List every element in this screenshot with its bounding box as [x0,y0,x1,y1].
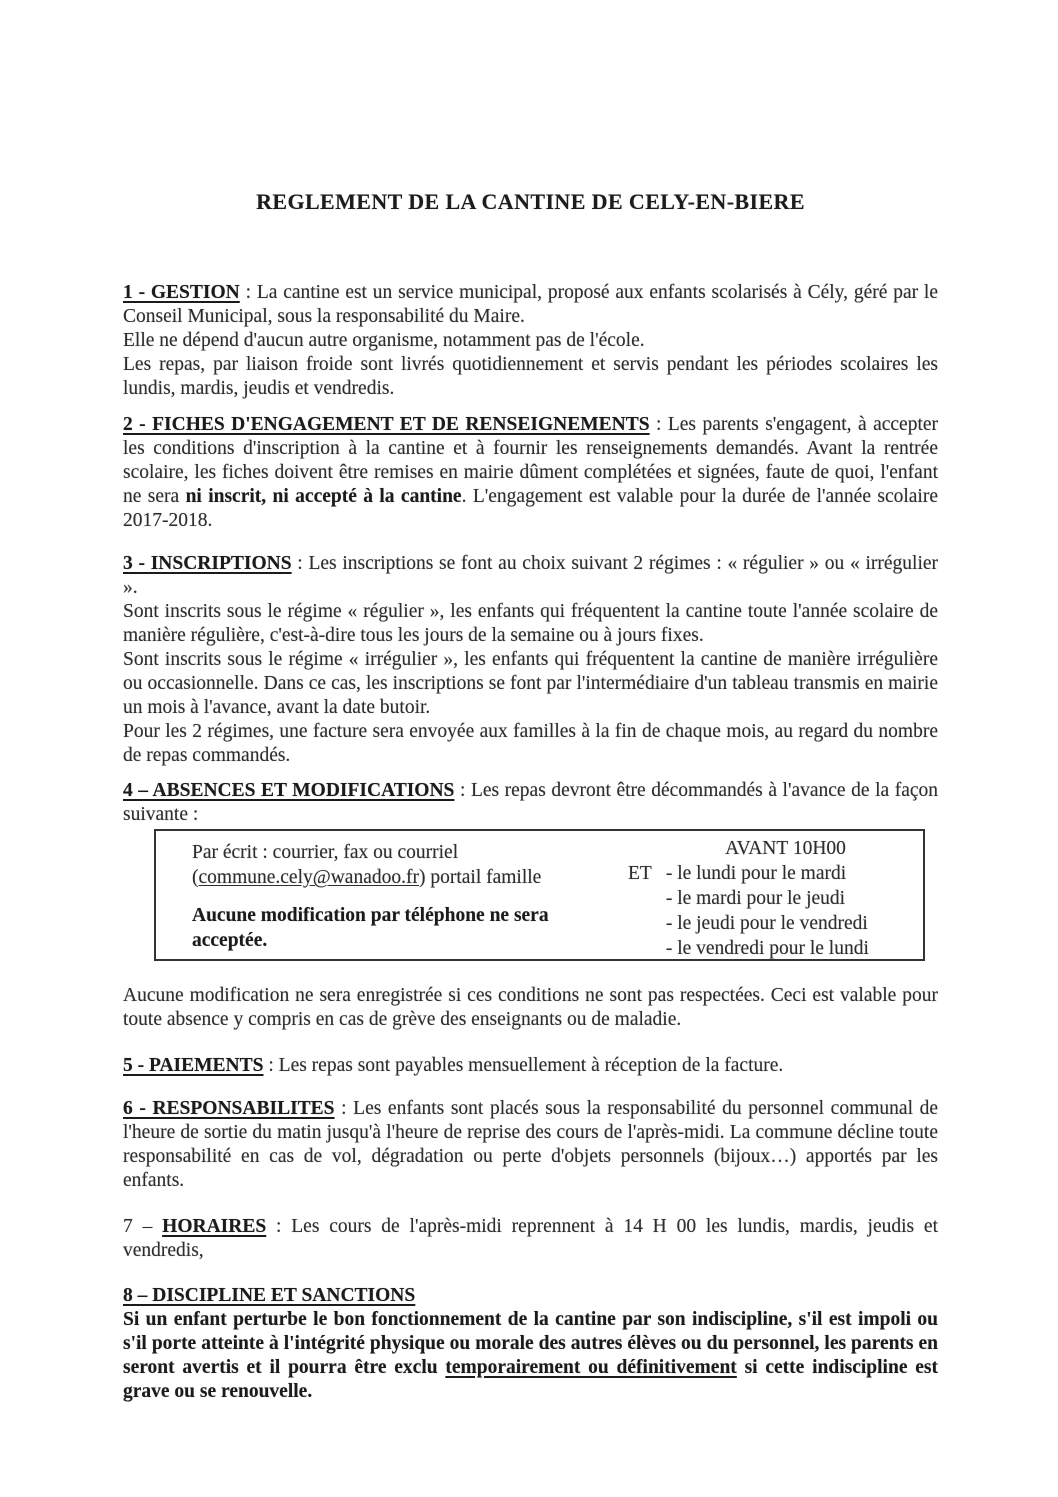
section-horaires-number: 7 – [123,1216,163,1237]
conjunction-et: ET [628,863,652,884]
section-inscriptions-heading: 3 - INSCRIPTIONS [123,553,292,574]
section-inscriptions [123,552,938,768]
no-phone-notice: Aucune modification par téléphone ne sera acceptée. [192,905,549,951]
section-inscriptions-paragraph-2: Sont inscrits sous le régime « régulier », les enfants qui fréquentent la cantine toute l'année scolaire de manière régulière, c'est-à-dire tous les jours de la semaine ou à jours fixes. [123,601,938,646]
section-fiches-engagement [123,413,938,533]
avant-10h00-title: AVANT 10H00 [725,838,846,859]
day-rules-row [628,861,913,961]
section-discipline-heading: 8 – DISCIPLINE ET SANCTIONS [123,1285,416,1306]
section-discipline-heading-line [123,1284,938,1308]
underlined-temporairement: temporairement ou définitivement [445,1357,737,1378]
section-paiements-heading: 5 - PAIEMENTS [123,1055,264,1076]
section-fiches-heading: 2 - FICHES D'ENGAGEMENT ET DE RENSEIGNEMENTS [123,414,650,435]
section-discipline-paragraph: Si un enfant perturbe le bon fonctionnement de la cantine par son indiscipline, s'il est impoli ou s'il porte atteinte à l'intégrité physique ou morale des autres élèves ou du personnel, les parents en seront avertis et il pourra être exclu temporairement ou définitivement si cette indiscipline est grave ou se renouvelle. [123,1309,938,1402]
section-gestion-heading: 1 - GESTION [123,282,240,303]
day-rule-item: - le lundi pour le mardi [665,863,847,884]
written-notice-lines: Par écrit : courrier, fax ou courriel (commune.cely@wanadoo.fr) portail famille [192,842,542,888]
section-gestion-paragraph-2: Elle ne dépend d'aucun autre organisme, notamment pas de l'école. [123,330,645,351]
day-rule-item: - le mardi pour le jeudi [665,888,846,909]
section-gestion-paragraph-1: 1 - GESTION : La cantine est un service municipal, proposé aux enfants scolarisés à Cély, géré par le Conseil Municipal, sous la responsabilité du Maire. [123,282,939,327]
section-responsabilites-heading: 6 - RESPONSABILITES [123,1098,335,1119]
section-responsabilites-paragraph: 6 - RESPONSABILITES : Les enfants sont placés sous la responsabilité du personnel communal de l'heure de sortie du matin jusqu'à l'heure de reprise des cours de l'après-midi. La commune décline toute responsabilité en cas de vol, dégradation ou perte d'objets personnels (bijoux…) apportés par les enfants. [123,1098,938,1191]
absence-box-left-cell [156,831,628,959]
section-absences-heading: 4 – ABSENCES ET MODIFICATIONS [123,780,455,801]
section-gestion [123,281,938,401]
section-absences-modifications [123,779,938,827]
day-rule-item: - le vendredi pour le lundi [665,938,869,959]
section-absences-paragraph: 4 – ABSENCES ET MODIFICATIONS : Les repas devront être décommandés à l'avance de la façon suivante : [123,780,939,825]
section-fiches-paragraph: 2 - FICHES D'ENGAGEMENT ET DE RENSEIGNEMENTS : Les parents s'engagent, à accepter les conditions d'inscription à la cantine et à fournir les renseignements demandés. Avant la rentrée scolaire, les fiches doivent être remises en mairie dûment complétées et signées, faute de quoi, l'enfant ne sera ni inscrit, ni accepté à la cantine. L'engagement est valable pour la durée de l'année scolaire 2017-2018. [123,414,939,531]
section-paiements [123,1054,938,1078]
email-address: commune.cely@wanadoo.fr [198,867,419,888]
section-horaires-heading: HORAIRES [162,1216,267,1237]
after-box-paragraph: Aucune modification ne sera enregistrée si ces conditions ne sont pas respectées. Ceci est valable pour toute absence y compris en cas de grève des enseignants ou de maladie. [123,985,938,1030]
bold-ni-inscrit: ni inscrit, ni accepté à la cantine [185,486,462,507]
section-horaires-paragraph: 7 – HORAIRES : Les cours de l'après-midi reprennent à 14 H 00 les lundis, mardis, jeudis et vendredis, [123,1216,939,1261]
section-horaires [123,1215,938,1263]
section-inscriptions-paragraph-3: Sont inscrits sous le régime « irrégulier », les enfants qui fréquentent la cantine de manière irrégulière ou occasionnelle. Dans ce cas, les inscriptions se font par l'intermédiaire d'un tableau transmis en mairie un mois à l'avance, avant la date butoir. [123,649,938,718]
section-gestion-paragraph-3: Les repas, par liaison froide sont livrés quotidiennement et servis pendant les périodes scolaires les lundis, mardis, jeudis et vendredis. [123,354,938,399]
section-inscriptions-paragraph-1: 3 - INSCRIPTIONS : Les inscriptions se font au choix suivant 2 régimes : « régulier » ou « irrégulier ». [123,553,939,598]
section-paiements-paragraph: 5 - PAIEMENTS : Les repas sont payables mensuellement à réception de la facture. [123,1055,784,1076]
absence-box-right-cell [628,831,923,959]
section-discipline-sanctions [123,1284,938,1404]
day-rules-list [666,861,869,961]
document-title: REGLEMENT DE LA CANTINE DE CELY-EN-BIERE [256,189,805,214]
day-rule-item: - le jeudi pour le vendredi [665,913,868,934]
section-inscriptions-paragraph-4: Pour les 2 régimes, une facture sera envoyée aux familles à la fin de chaque mois, au regard du nombre de repas commandés. [123,721,938,766]
after-box-note [123,984,938,1032]
absence-rules-box [154,829,925,961]
section-responsabilites [123,1097,938,1193]
